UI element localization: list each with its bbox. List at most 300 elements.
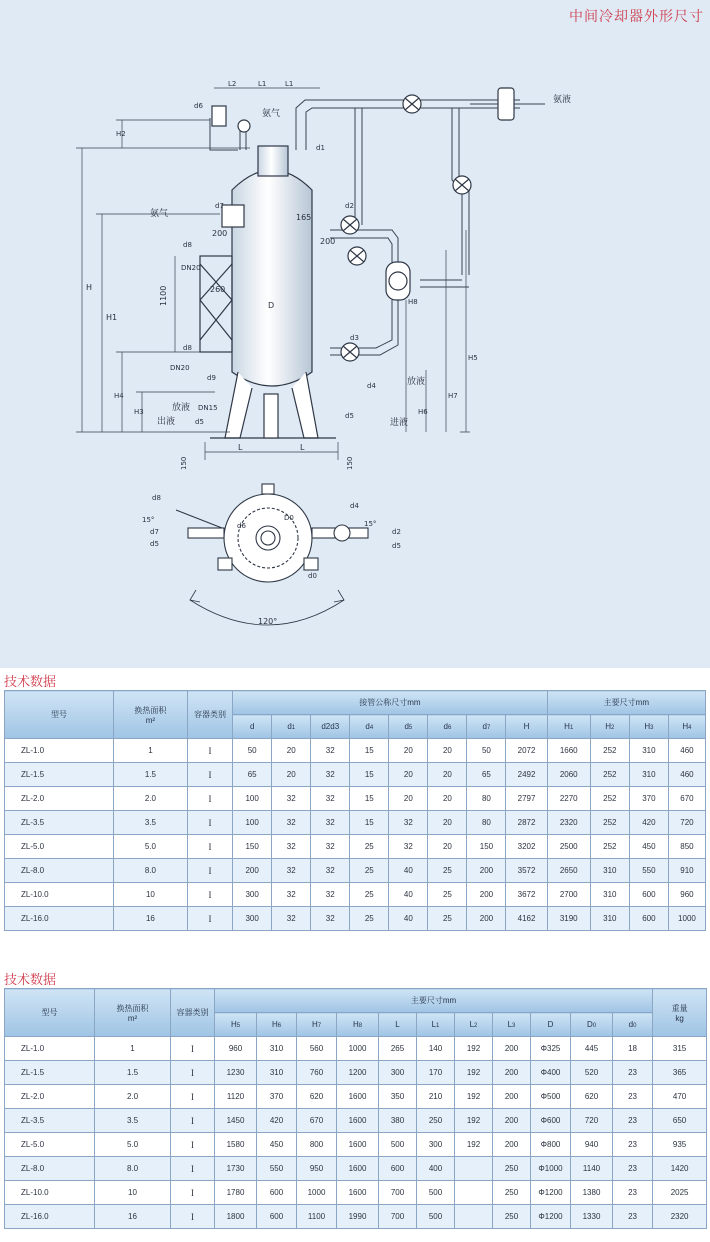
cell-d: 200 — [233, 859, 272, 883]
cell-l3: 200 — [493, 1085, 531, 1109]
cell-model: ZL-1.5 — [5, 1061, 95, 1085]
svg-text:L: L — [300, 443, 305, 452]
cell-category: I — [187, 859, 232, 883]
cell-l2: 192 — [455, 1085, 493, 1109]
table-row — [5, 1037, 707, 1061]
col-d2d3: d2d3 — [311, 715, 350, 739]
svg-text:165: 165 — [296, 213, 312, 222]
cell-d: Φ1200 — [531, 1181, 571, 1205]
cell-model: ZL-8.0 — [5, 859, 114, 883]
svg-text:200: 200 — [320, 237, 336, 246]
cell-l3: 250 — [493, 1181, 531, 1205]
cell-h4: 960 — [668, 883, 705, 907]
cell-h4: 850 — [668, 835, 705, 859]
cell-h6: 370 — [257, 1085, 297, 1109]
cell-category: I — [171, 1205, 215, 1229]
cell-h3: 600 — [629, 883, 668, 907]
cell-l1: 300 — [417, 1133, 455, 1157]
cell-d5: 32 — [389, 835, 428, 859]
cell-h8: 1600 — [337, 1085, 379, 1109]
cell-d1: 32 — [272, 907, 311, 931]
cell-category: I — [187, 811, 232, 835]
cell-l1: 140 — [417, 1037, 455, 1061]
cell-h6: 420 — [257, 1109, 297, 1133]
cell-d0: 23 — [613, 1133, 653, 1157]
table-row — [5, 883, 706, 907]
cell-h1: 3190 — [547, 907, 590, 931]
cell-h: 2492 — [506, 763, 547, 787]
cell-h4: 910 — [668, 859, 705, 883]
cell-d4: 15 — [350, 811, 389, 835]
cell-d: 50 — [233, 739, 272, 763]
cell-h2: 252 — [590, 835, 629, 859]
cell-category: I — [171, 1133, 215, 1157]
svg-text:d5: d5 — [150, 540, 159, 548]
cell-h5: 1730 — [215, 1157, 257, 1181]
cell-area: 8.0 — [95, 1157, 171, 1181]
col-l1: L1 — [417, 1013, 455, 1037]
cell-category: I — [187, 787, 232, 811]
cell-h1: 2500 — [547, 835, 590, 859]
cell-h6: 550 — [257, 1157, 297, 1181]
cell-l3: 200 — [493, 1061, 531, 1085]
col-weight-unit: kg — [675, 1013, 684, 1023]
cell-l3: 250 — [493, 1205, 531, 1229]
cell-d2d3: 32 — [311, 787, 350, 811]
cell-d4: 25 — [350, 859, 389, 883]
col-h5: H5 — [215, 1013, 257, 1037]
svg-text:d3: d3 — [350, 334, 359, 342]
table-row — [5, 1205, 707, 1229]
cell-h: 2872 — [506, 811, 547, 835]
cell-model: ZL-5.0 — [5, 1133, 95, 1157]
cell-area: 3.5 — [113, 811, 187, 835]
table-row — [5, 1181, 707, 1205]
cell-model: ZL-3.5 — [5, 1109, 95, 1133]
cell-category: I — [187, 907, 232, 931]
cell-h4: 460 — [668, 763, 705, 787]
cell-category: I — [171, 1037, 215, 1061]
cell-weight: 935 — [653, 1133, 707, 1157]
cell-d6: 25 — [428, 859, 467, 883]
cell-d7: 200 — [467, 883, 506, 907]
cell-h1: 2060 — [547, 763, 590, 787]
table1 — [4, 690, 706, 931]
cell-l1: 500 — [417, 1181, 455, 1205]
cell-h3: 450 — [629, 835, 668, 859]
cell-category: I — [187, 739, 232, 763]
svg-text:d8: d8 — [152, 494, 161, 502]
cell-d6: 20 — [428, 787, 467, 811]
cell-h: 3672 — [506, 883, 547, 907]
cell-d: Φ1000 — [531, 1157, 571, 1181]
cell-l: 700 — [379, 1181, 417, 1205]
col-d0: D0 — [571, 1013, 613, 1037]
table2-title: 技术数据 — [4, 973, 57, 988]
cell-l: 380 — [379, 1109, 417, 1133]
cell-d0: 23 — [613, 1157, 653, 1181]
cell-area: 3.5 — [95, 1109, 171, 1133]
svg-text:120°: 120° — [258, 617, 278, 626]
cell-d6: 25 — [428, 883, 467, 907]
svg-text:D0: D0 — [284, 514, 294, 522]
col-area — [95, 989, 171, 1037]
cell-d: Φ400 — [531, 1061, 571, 1085]
cell-d6: 20 — [428, 811, 467, 835]
cell-h6: 450 — [257, 1133, 297, 1157]
table-row — [5, 835, 706, 859]
cell-h8: 1600 — [337, 1133, 379, 1157]
cell-model: ZL-3.5 — [5, 811, 114, 835]
cell-model: ZL-10.0 — [5, 883, 114, 907]
cell-l1: 250 — [417, 1109, 455, 1133]
table-row — [5, 1109, 707, 1133]
cell-d: Φ1200 — [531, 1205, 571, 1229]
cell-l2: 192 — [455, 1109, 493, 1133]
cell-h5: 1120 — [215, 1085, 257, 1109]
svg-text:d7: d7 — [150, 528, 159, 536]
cell-h1: 2700 — [547, 883, 590, 907]
cell-h3: 550 — [629, 859, 668, 883]
cell-d6: 20 — [428, 763, 467, 787]
cell-model: ZL-16.0 — [5, 1205, 95, 1229]
cell-d0: 720 — [571, 1109, 613, 1133]
cell-area: 1 — [95, 1037, 171, 1061]
cell-d4: 25 — [350, 907, 389, 931]
cell-d1: 32 — [272, 835, 311, 859]
cell-d0: 23 — [613, 1109, 653, 1133]
cell-d1: 32 — [272, 811, 311, 835]
col-model: 型号 — [5, 989, 95, 1037]
cell-d4: 25 — [350, 835, 389, 859]
cell-l2 — [455, 1157, 493, 1181]
svg-text:260: 260 — [210, 285, 226, 294]
cell-d0: 23 — [613, 1085, 653, 1109]
cell-model: ZL-10.0 — [5, 1181, 95, 1205]
col-group-main: 主要尺寸mm — [547, 691, 705, 715]
cell-h7: 620 — [297, 1085, 337, 1109]
cell-d5: 20 — [389, 763, 428, 787]
table-row — [5, 907, 706, 931]
drawing-labels — [86, 80, 571, 470]
cell-d: 150 — [233, 835, 272, 859]
cell-l3: 200 — [493, 1109, 531, 1133]
cell-d7: 50 — [467, 739, 506, 763]
svg-text:L1: L1 — [285, 80, 294, 88]
col-weight-label: 重量 — [671, 1003, 688, 1013]
col-h1: H1 — [547, 715, 590, 739]
cell-model: ZL-8.0 — [5, 1157, 95, 1181]
cell-d2d3: 32 — [311, 811, 350, 835]
col-h6: H6 — [257, 1013, 297, 1037]
table-row — [5, 1133, 707, 1157]
cell-category: I — [187, 883, 232, 907]
col-category: 容器类别 — [171, 989, 215, 1037]
cell-h8: 1200 — [337, 1061, 379, 1085]
cell-d5: 40 — [389, 883, 428, 907]
cell-weight: 650 — [653, 1109, 707, 1133]
cell-h4: 720 — [668, 811, 705, 835]
col-d7: d7 — [467, 715, 506, 739]
cell-h3: 420 — [629, 811, 668, 835]
cell-d0: 1140 — [571, 1157, 613, 1181]
table-row — [5, 1061, 707, 1085]
cell-h2: 252 — [590, 739, 629, 763]
cell-h8: 1990 — [337, 1205, 379, 1229]
cell-d7: 150 — [467, 835, 506, 859]
cell-d1: 32 — [272, 787, 311, 811]
svg-text:氨气: 氨气 — [150, 209, 169, 219]
cell-d2d3: 32 — [311, 859, 350, 883]
cell-d2d3: 32 — [311, 739, 350, 763]
cell-d0: 18 — [613, 1037, 653, 1061]
cell-d: Φ325 — [531, 1037, 571, 1061]
col-category: 容器类别 — [187, 691, 232, 739]
svg-text:氨液: 氨液 — [553, 95, 572, 105]
cell-d7: 80 — [467, 811, 506, 835]
cell-d2d3: 32 — [311, 835, 350, 859]
svg-text:H6: H6 — [418, 408, 428, 416]
cell-d2d3: 32 — [311, 763, 350, 787]
svg-text:d6: d6 — [194, 102, 203, 110]
svg-text:15°: 15° — [142, 516, 155, 524]
cell-d0: 23 — [613, 1061, 653, 1085]
cell-model: ZL-2.0 — [5, 1085, 95, 1109]
table2 — [4, 988, 707, 1229]
svg-text:H8: H8 — [408, 298, 418, 306]
cell-category: I — [171, 1061, 215, 1085]
cell-h2: 252 — [590, 811, 629, 835]
svg-text:H: H — [86, 283, 93, 292]
cell-d4: 15 — [350, 787, 389, 811]
cell-h5: 1800 — [215, 1205, 257, 1229]
cell-d2d3: 32 — [311, 883, 350, 907]
cell-d: Φ600 — [531, 1109, 571, 1133]
cell-h3: 310 — [629, 739, 668, 763]
cell-d7: 80 — [467, 787, 506, 811]
cell-h1: 2270 — [547, 787, 590, 811]
cell-d6: 25 — [428, 907, 467, 931]
cell-d6: 20 — [428, 835, 467, 859]
cell-model: ZL-1.5 — [5, 763, 114, 787]
svg-text:D: D — [268, 301, 275, 310]
cell-d0: 620 — [571, 1085, 613, 1109]
col-l: L — [379, 1013, 417, 1037]
svg-text:d7: d7 — [215, 202, 224, 210]
cell-l: 500 — [379, 1133, 417, 1157]
col-h3: H3 — [629, 715, 668, 739]
cell-d0: 23 — [613, 1181, 653, 1205]
cell-h: 2072 — [506, 739, 547, 763]
svg-text:d5: d5 — [195, 418, 204, 426]
cell-h8: 1600 — [337, 1157, 379, 1181]
cell-l2 — [455, 1181, 493, 1205]
cell-l1: 210 — [417, 1085, 455, 1109]
cell-h3: 600 — [629, 907, 668, 931]
cell-d5: 20 — [389, 787, 428, 811]
cell-l1: 400 — [417, 1157, 455, 1181]
cell-d5: 32 — [389, 811, 428, 835]
col-d6: d6 — [428, 715, 467, 739]
col-d: D — [531, 1013, 571, 1037]
svg-text:d9: d9 — [207, 374, 216, 382]
svg-text:L2: L2 — [228, 80, 237, 88]
cell-h4: 670 — [668, 787, 705, 811]
cell-area: 10 — [113, 883, 187, 907]
col-h7: H7 — [297, 1013, 337, 1037]
cell-h: 3572 — [506, 859, 547, 883]
table-row — [5, 763, 706, 787]
cell-h5: 960 — [215, 1037, 257, 1061]
cell-h1: 2320 — [547, 811, 590, 835]
col-d1: d1 — [272, 715, 311, 739]
svg-text:放液: 放液 — [407, 377, 426, 387]
cell-h: 3202 — [506, 835, 547, 859]
svg-text:DN15: DN15 — [198, 404, 218, 412]
svg-text:15°: 15° — [364, 520, 377, 528]
cell-h6: 310 — [257, 1061, 297, 1085]
cell-l3: 250 — [493, 1157, 531, 1181]
page-title: 中间冷却器外形尺寸 — [569, 9, 704, 25]
svg-text:d1: d1 — [316, 144, 325, 152]
cell-d4: 25 — [350, 883, 389, 907]
svg-text:H7: H7 — [448, 392, 458, 400]
cell-d: 100 — [233, 811, 272, 835]
svg-text:放液: 放液 — [172, 403, 191, 413]
svg-text:d4: d4 — [367, 382, 376, 390]
cell-l: 350 — [379, 1085, 417, 1109]
cell-area: 1.5 — [95, 1061, 171, 1085]
table-row — [5, 859, 706, 883]
cell-l: 700 — [379, 1205, 417, 1229]
cell-area: 1.5 — [113, 763, 187, 787]
svg-text:L: L — [238, 443, 243, 452]
cell-area: 2.0 — [113, 787, 187, 811]
cell-area: 5.0 — [95, 1133, 171, 1157]
cell-area: 16 — [113, 907, 187, 931]
cell-d: 300 — [233, 907, 272, 931]
svg-text:氨气: 氨气 — [262, 109, 281, 119]
cell-model: ZL-5.0 — [5, 835, 114, 859]
svg-text:H4: H4 — [114, 392, 124, 400]
svg-text:150: 150 — [180, 456, 188, 470]
cell-h7: 670 — [297, 1109, 337, 1133]
cell-h: 2797 — [506, 787, 547, 811]
cell-h: 4162 — [506, 907, 547, 931]
cell-d0: 445 — [571, 1037, 613, 1061]
svg-text:d0: d0 — [308, 572, 317, 580]
col-area-unit: m² — [145, 715, 156, 725]
col-d4: d4 — [350, 715, 389, 739]
cell-h5: 1780 — [215, 1181, 257, 1205]
col-area-label: 换热面积 — [116, 1003, 149, 1013]
cell-category: I — [171, 1181, 215, 1205]
cell-area: 8.0 — [113, 859, 187, 883]
col-model: 型号 — [5, 691, 114, 739]
cell-h7: 560 — [297, 1037, 337, 1061]
cell-weight: 365 — [653, 1061, 707, 1085]
cell-d6: 20 — [428, 739, 467, 763]
cell-h8: 1000 — [337, 1037, 379, 1061]
cell-l2: 192 — [455, 1133, 493, 1157]
svg-text:H1: H1 — [106, 313, 118, 322]
svg-text:d2: d2 — [392, 528, 401, 536]
cell-h2: 310 — [590, 883, 629, 907]
cell-d: 65 — [233, 763, 272, 787]
table-row — [5, 739, 706, 763]
svg-text:DN20: DN20 — [170, 364, 190, 372]
cell-category: I — [171, 1085, 215, 1109]
cell-area: 5.0 — [113, 835, 187, 859]
table-row — [5, 787, 706, 811]
cell-h7: 950 — [297, 1157, 337, 1181]
cell-d0: 940 — [571, 1133, 613, 1157]
svg-text:进液: 进液 — [390, 418, 409, 428]
cell-d1: 20 — [272, 739, 311, 763]
col-h2: H2 — [590, 715, 629, 739]
cell-h5: 1450 — [215, 1109, 257, 1133]
cell-weight: 2320 — [653, 1205, 707, 1229]
cell-h8: 1600 — [337, 1181, 379, 1205]
svg-text:H5: H5 — [468, 354, 478, 362]
svg-text:出液: 出液 — [157, 417, 176, 427]
cell-d1: 32 — [272, 859, 311, 883]
cell-model: ZL-2.0 — [5, 787, 114, 811]
cell-l2 — [455, 1205, 493, 1229]
cell-h7: 760 — [297, 1061, 337, 1085]
col-l2: L2 — [455, 1013, 493, 1037]
cell-weight: 2025 — [653, 1181, 707, 1205]
col-d0: d0 — [613, 1013, 653, 1037]
cell-d7: 200 — [467, 907, 506, 931]
col-group-main: 主要尺寸mm — [215, 989, 653, 1013]
cell-model: ZL-16.0 — [5, 907, 114, 931]
cell-h7: 800 — [297, 1133, 337, 1157]
svg-text:d6: d6 — [237, 522, 246, 530]
cell-d1: 32 — [272, 883, 311, 907]
cell-category: I — [171, 1157, 215, 1181]
cell-h2: 310 — [590, 859, 629, 883]
svg-text:d5: d5 — [392, 542, 401, 550]
cell-d0: 1380 — [571, 1181, 613, 1205]
cell-d4: 15 — [350, 739, 389, 763]
cell-d0: 520 — [571, 1061, 613, 1085]
col-weight — [653, 989, 707, 1037]
cell-d5: 40 — [389, 907, 428, 931]
cell-d7: 65 — [467, 763, 506, 787]
cell-area: 1 — [113, 739, 187, 763]
svg-text:200: 200 — [212, 229, 228, 238]
col-l3: L3 — [493, 1013, 531, 1037]
svg-text:d4: d4 — [350, 502, 359, 510]
col-h8: H8 — [337, 1013, 379, 1037]
cell-h2: 252 — [590, 787, 629, 811]
cell-h4: 1000 — [668, 907, 705, 931]
cell-l: 265 — [379, 1037, 417, 1061]
cell-weight: 470 — [653, 1085, 707, 1109]
cell-h6: 310 — [257, 1037, 297, 1061]
cell-h5: 1230 — [215, 1061, 257, 1085]
svg-text:d8: d8 — [183, 241, 192, 249]
cell-category: I — [171, 1109, 215, 1133]
cell-d5: 20 — [389, 739, 428, 763]
col-d5: d5 — [389, 715, 428, 739]
cell-l: 600 — [379, 1157, 417, 1181]
cell-l3: 200 — [493, 1133, 531, 1157]
cell-d2d3: 32 — [311, 907, 350, 931]
cell-model: ZL-1.0 — [5, 739, 114, 763]
col-group-pipe: 接管公称尺寸mm — [233, 691, 548, 715]
